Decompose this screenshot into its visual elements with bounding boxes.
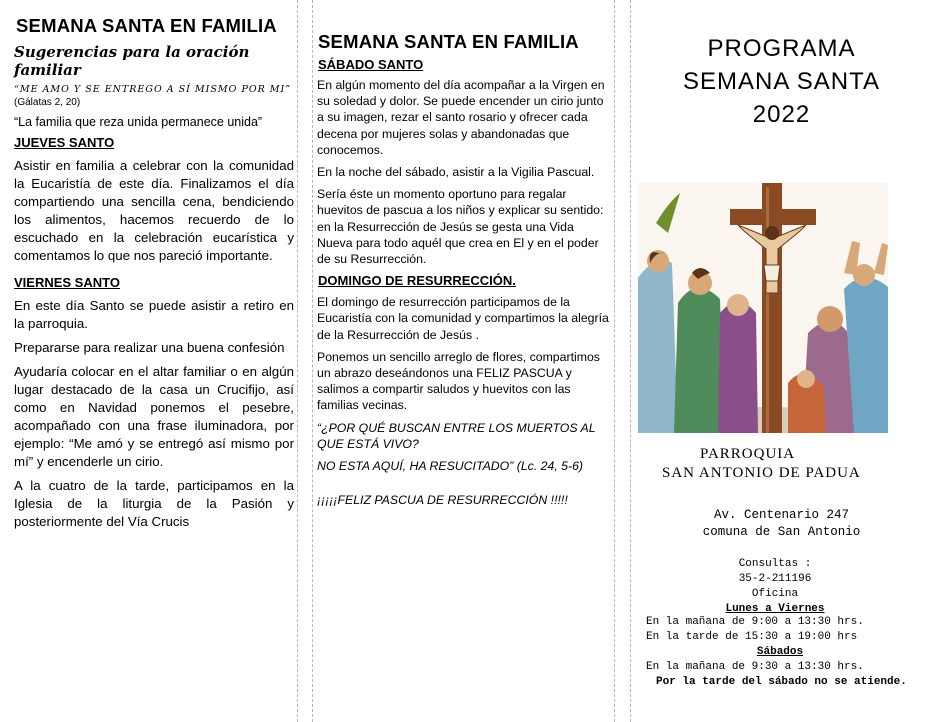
col1-verse xyxy=(14,83,294,109)
address-block xyxy=(632,507,931,541)
figure-right-head xyxy=(853,264,875,286)
col1-header: SEMANA SANTA EN FAMILIA xyxy=(16,15,277,36)
viernes-santo-title: VIERNES SANTO xyxy=(14,275,120,290)
col1-subtitle: Sugerencias para la oración familiar xyxy=(14,43,250,79)
program-title xyxy=(632,32,931,131)
saturday-note: Por la tarde del sábado no se atiende. xyxy=(656,676,907,688)
column-middle xyxy=(316,0,610,514)
weekday-afternoon: En la tarde de 15:30 a 19:00 hrs xyxy=(646,631,858,643)
column-guide-2a xyxy=(614,0,615,722)
program-title-line2: SEMANA SANTA xyxy=(683,68,880,95)
jueves-santo-title: JUEVES SANTO xyxy=(14,135,115,150)
jueves-santo-text: Asistir en familia a celebrar con la comunidad la Eucaristía de este día. Finalizamos el día compartiendo una sencilla cena, bendiciendo los alimentos, hacemos recuerdo de lo escuchado en la celebración eucarística y comentamos lo que nos pareció importante. xyxy=(14,158,294,263)
closing-greeting: ¡¡¡¡¡FELIZ PASCUA DE RESURRECCIÓN !!!!! xyxy=(317,493,568,508)
figure-mauve-head xyxy=(817,306,843,332)
program-title-line1: PROGRAMA xyxy=(707,35,856,62)
bible-quote-2: NO ESTA AQUÍ, HA RESUCITADO” (Lc. 24, 5-6) xyxy=(317,459,584,474)
cross-highlight xyxy=(766,187,769,433)
weekday-hours-title: Lunes a Viernes xyxy=(725,603,825,615)
figure-purple-head xyxy=(727,294,749,316)
domingo-title: DOMINGO DE RESURRECCIÓN. xyxy=(318,273,516,289)
column-left xyxy=(12,0,294,537)
sabado-santo-p2: En la noche del sábado, asistir a la Vigilia Pascual. xyxy=(317,165,595,180)
col1-verse-text: “ME AMO Y SE ENTREGO A SÍ MISMO POR MI” xyxy=(14,84,292,95)
parish-block xyxy=(632,445,931,483)
program-title-line3: 2022 xyxy=(752,101,811,128)
weekday-morning: En la mañana de 9:00 a 13:30 hrs. xyxy=(646,616,864,628)
oficina-label: Oficina xyxy=(751,588,799,600)
bible-quote: “¿POR QUÉ BUSCAN ENTRE LOS MUERTOS AL QUE ESTÁ VIVO? xyxy=(317,420,596,451)
cross-horizontal-beam xyxy=(730,209,816,225)
figure-purple-robe xyxy=(718,302,758,433)
phone-number: 35-2-211196 xyxy=(738,573,812,585)
figure-green-robe xyxy=(674,288,724,433)
parish-name: SAN ANTONIO DE PADUA xyxy=(662,465,861,481)
crucified-cloth xyxy=(764,265,780,281)
viernes-santo-p3: Ayudaría colocar en el altar familiar o en algún lugar destacado de la casa un Crucifijo, así como en Navidad ponemos el pesebre, acompañado con una frase iluminadora, por ejemplo: “Me amó y se entregó así mismo por mí” y encenderle un cirio. xyxy=(14,364,294,469)
saturday-hours-title: Sábados xyxy=(756,646,804,658)
address-street: Av. Centenario 247 xyxy=(713,508,850,522)
column-guide-1a xyxy=(297,0,298,722)
col1-verse-ref: (Gálatas 2, 20) xyxy=(14,97,81,108)
domingo-p2: Ponemos un sencillo arreglo de flores, compartimos un abrazo deseándonos una FELIZ PASCUA y salimos a compartir saludos y huevitos con las familias vecinas. xyxy=(317,349,600,413)
figure-left-robe xyxy=(638,260,678,433)
cross-illustration xyxy=(638,183,888,433)
column-right xyxy=(632,0,931,688)
domingo-p1: El domingo de resurrección participamos de la Eucaristía con la comunidad y compartimos la alegría de la Resurrección de Jesús . xyxy=(317,295,609,342)
weekday-hours xyxy=(646,615,928,690)
col2-header: SEMANA SANTA EN FAMILIA xyxy=(318,31,579,52)
column-guide-1b xyxy=(312,0,313,722)
figure-child-head xyxy=(797,370,815,388)
crucified-head xyxy=(765,226,779,240)
col1-quote: “La familia que reza unida permanece unida” xyxy=(14,115,263,129)
sabado-santo-p1: En algún momento del día acompañar a la Virgen en su soledad y dolor. Se puede encender un cirio junto a su imagen, rezar el santo rosario y ofrecer cada decena por mujeres solas y abandonadas que conocemos. xyxy=(317,78,605,157)
sabado-santo-title: SÁBADO SANTO xyxy=(318,57,424,72)
viernes-santo-p2: Prepararse para realizar una buena confesión xyxy=(14,340,285,355)
office-hours xyxy=(632,557,918,617)
viernes-santo-p1: En este día Santo se puede asistir a retiro en la parroquia. xyxy=(14,298,294,331)
column-guide-2b xyxy=(630,0,631,722)
saturday-morning: En la mañana de 9:30 a 13:30 hrs. xyxy=(646,661,864,673)
sabado-santo-p3: Sería éste un momento oportuno para regalar huevitos de pascua a los niños y explicar su sentido: en la Resurrección de Jesús se gesta una Vida Nueva para todo aquél que crea en El y en el poder de su Resurrección. xyxy=(317,187,604,267)
viernes-santo-p4: A la cuatro de la tarde, participamos en la Iglesia de la liturgia de la Pasión y posteriormente del Vía Crucis xyxy=(14,478,294,529)
parish-label: PARROQUIA xyxy=(700,446,796,462)
address-comuna: comuna de San Antonio xyxy=(702,525,861,539)
consultas-label: Consultas : xyxy=(738,558,812,570)
